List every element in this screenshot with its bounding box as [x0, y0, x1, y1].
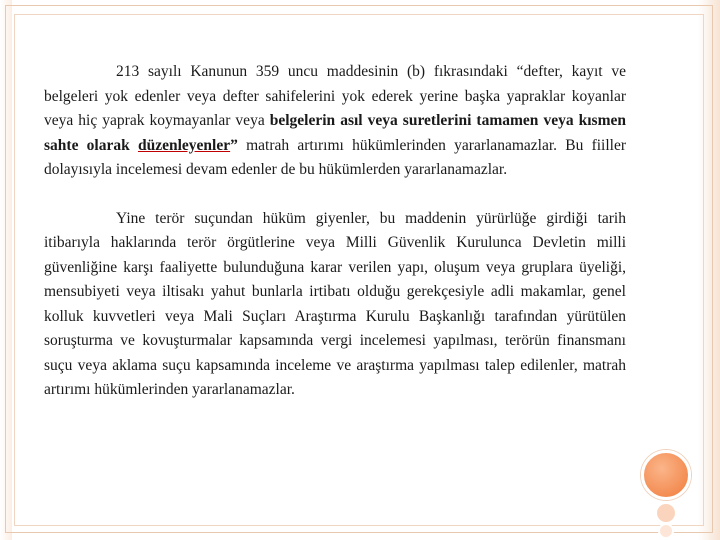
paragraph1-underlined-text: düzenleyenler — [137, 136, 231, 154]
decorative-circle-large — [641, 450, 691, 500]
paragraph2-text: Yine terör suçundan hüküm giyenler, bu maddenin yürürlüğe girdiği tarih itibarıyla haklarında terör örgütlerine veya Milli Güvenlik Kurulunca Devletin milli güvenliğine karşı faaliyette bulunduğuna karar verilen yapı, oluşum veya gruplara üyeliği, mensubiyeti veya iltisakı yahut bunlarla irtibatı olduğu gerekçesiyle adli makamlar, genel kolluk kuvvetleri veya Mali Suçları Araştırma Kurulu Başkanlığı tarafından yürütülen soruşturma ve kovuşturmalar kapsamında vergi incelemesi yapılması, terörün finansmanı suçu veya aklama suçu kapsamında inceleme ve araştırma yapılması talep edilenler, matrah artırımı hükümlerinden yararlanamazlar. — [44, 209, 626, 398]
paragraph1-bold-end: ” — [230, 136, 238, 154]
slide-body — [44, 60, 626, 403]
paragraph-exclusions-terror — [44, 207, 626, 403]
paragraph1-text-after: matrah artırımı hükümlerinden yararlanamazlar. Bu fiiller dolayısıyla incelemesi devam edenler de bu hükümlerden yararlanamazlar. — [44, 136, 626, 178]
decorative-circle-small — [658, 523, 674, 539]
paragraph-exclusions-forgery — [44, 60, 626, 183]
decorative-circle-medium — [655, 502, 677, 524]
paragraph1-bold-text: belgelerin asıl veya suretlerini tamamen veya kısmen sahte olarak — [44, 112, 626, 154]
paragraph1-text-before: 213 sayılı Kanunun 359 uncu maddesinin (b) fıkrasındaki “defter, kayıt ve belgeleri yok edenler veya defter sahifelerini yok ederek yerine başka yapraklar koyanlar veya hiç yaprak koymayanlar veya — [44, 63, 626, 129]
